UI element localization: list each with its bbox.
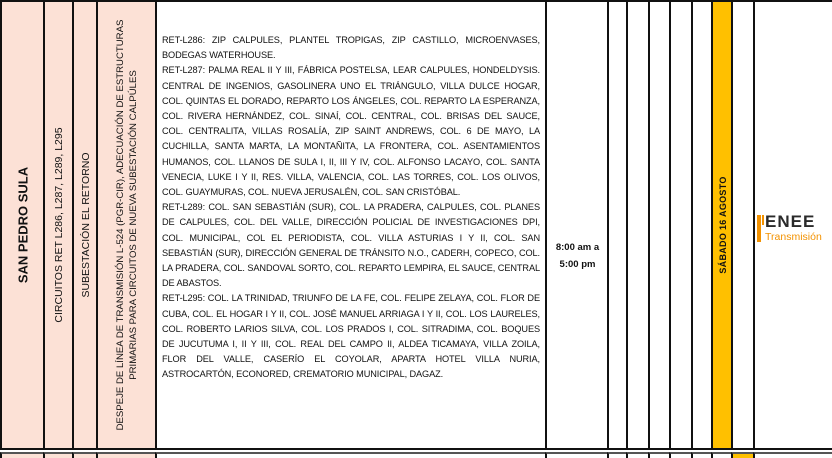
time-start: 8:00 am a bbox=[555, 242, 600, 253]
next-row-cell bbox=[72, 452, 97, 458]
next-row-cell bbox=[691, 452, 712, 458]
next-row-cell bbox=[43, 452, 73, 458]
time-range bbox=[547, 239, 608, 273]
next-row-cell bbox=[607, 452, 627, 458]
logo-mark-icon bbox=[757, 215, 761, 242]
next-row-cell bbox=[96, 452, 156, 458]
empty-cell-6 bbox=[731, 0, 754, 450]
circuit-l286-areas: RET-L286: ZIP CALPULES, PLANTEL TROPIGAS, ZIP CASTILLO, MICROENVASES, BODEGAS WATERHOUSE. bbox=[162, 35, 540, 61]
next-row-cell bbox=[155, 452, 546, 458]
next-row-highlight-cell bbox=[731, 452, 754, 458]
time-cell bbox=[545, 0, 608, 450]
substation-cell bbox=[72, 0, 97, 450]
empty-cell-4 bbox=[669, 0, 692, 450]
date-label: SÁBADO 16 AGOSTO bbox=[717, 176, 728, 274]
circuit-l289-areas: RET-L289: COL. SAN SEBASTIÁN (SUR), COL. LA PRADERA, CALPULES, COL. PLANES DE CALPULES, COL. DEL VALLE, DIRECCIÓN POLICIAL DE INVESTIGACIONES DPI, COL. MUNICIPAL, COL EL PERIODISTA, COL. VILLA ASTURIAS I Y II, COL. SAN SEBASTIÁN (SUR), DIRECCIÓN GENERAL DE TRÁNSITO N.O., CADERH, COPECO, COL. LA PRADERA, COL. SANDOVAL SORTO, COL. REPARTO LEMPIRA, EL SAUCE, CENTRAL DE ABASTOS. bbox=[162, 202, 540, 289]
circuits-label: CIRCUITOS RET L286, L287, L289, L295 bbox=[53, 127, 65, 323]
work-description-line2: PRIMARIAS PARA CIRCUITOS DE NUEVA SUBESTACIÓN CALPÚLES bbox=[128, 70, 139, 380]
substation-label: SUBESTACIÓN EL RETORNO bbox=[79, 152, 92, 298]
work-description-cell bbox=[96, 0, 156, 450]
work-description-line1: DESPEJE DE LÍNEA DE TRANSMISIÓN L-524 (PGR-CIR), ADECUACIÓN DE ESTRUCTURAS bbox=[115, 19, 126, 431]
time-end: 5:00 pm bbox=[559, 259, 596, 270]
date-cell bbox=[711, 0, 732, 450]
logo-cell bbox=[753, 0, 832, 450]
next-row-cell bbox=[545, 452, 608, 458]
logo-brand: ENEE bbox=[765, 212, 816, 231]
location-label: SAN PEDRO SULA bbox=[15, 166, 31, 284]
empty-cell-2 bbox=[626, 0, 649, 450]
affected-areas-text bbox=[162, 33, 540, 383]
empty-cell-3 bbox=[648, 0, 670, 450]
circuits-cell bbox=[43, 0, 73, 450]
circuit-l295-areas: RET-L295: COL. LA TRINIDAD, TRIUNFO DE LA FE, COL. FELIPE ZELAYA, COL. FLOR DE CUBA, COL. EL HOGAR I Y II, COL. JOSÉ MANUEL ARRIAGA I Y II, COL. LOS LAURELES, COL. ROBERTO LARIOS SILVA, COL. LOS PRADOS I, COL. SITRADIMA, COL. BOQUES DE JUCUTUMA I, II Y III, COL. REAL DEL CAMPO II, ALDEA TICAMAYA, VILLA ZOILA, FLOR DEL VALLE, CASERÍO EL COYOLAR, APARTA HOTEL VILLA NURIA, ASTROCARTÓN, ECONORED, CREMATORIO MUNICIPAL, DAGAZ. bbox=[162, 293, 540, 380]
enee-logo bbox=[757, 212, 832, 252]
next-row-cell bbox=[753, 452, 832, 458]
next-row-partial bbox=[0, 452, 832, 458]
work-description bbox=[114, 20, 140, 431]
logo-subtitle: Transmisión bbox=[765, 231, 822, 243]
next-row-cell bbox=[711, 452, 732, 458]
logo-mark-accent-icon bbox=[762, 215, 764, 225]
next-row-cell bbox=[626, 452, 649, 458]
empty-cell-1 bbox=[607, 0, 627, 450]
circuit-l287-areas: RET-L287: PALMA REAL II Y III, FÁBRICA POSTELSA, LEAR CALPULES, HONDELDYSIS. CENTRAL DE INGENIOS, GASOLINERA UNO EL TRIÁNGULO, VILLA DULCE HOGAR, COL. QUINTAS EL DORADO, REPARTO LOS ÁNGELES, COL. REPARTO LA ESPERANZA, COL. RIVERA HERNÁNDEZ, COL. SINAÍ, COL. CENTRAL, COL. BRISAS DEL SAUCE, COL. CENTRALITA, VILLAS ROSALÍA, ZIP SAINT ANDREWS, COL. 6 DE MAYO, LA CUCHILLA, SANTA MARTA, LA MONTAÑITA, LA FRONTERA, COL. ASENTAMIENTOS HUMANOS, COL. LLANOS DE SULA I, II, III Y IV, COL. ALFONSO LACAYO, COL. SANTA VENECIA, LUKE I Y II, RES. VILLA, VALENCIA, COL. LAS TORRES, COL. LOS OLIVOS, COL. GUAYMURAS, COL. NUEVA JERUSALÉN, COL. SAN CRISTÓBAL. bbox=[162, 65, 540, 198]
empty-cell-5 bbox=[691, 0, 712, 450]
affected-areas-cell bbox=[155, 0, 546, 450]
next-row-cell bbox=[669, 452, 692, 458]
next-row-cell bbox=[648, 452, 670, 458]
location-cell bbox=[0, 0, 44, 450]
next-row-cell bbox=[0, 452, 44, 458]
